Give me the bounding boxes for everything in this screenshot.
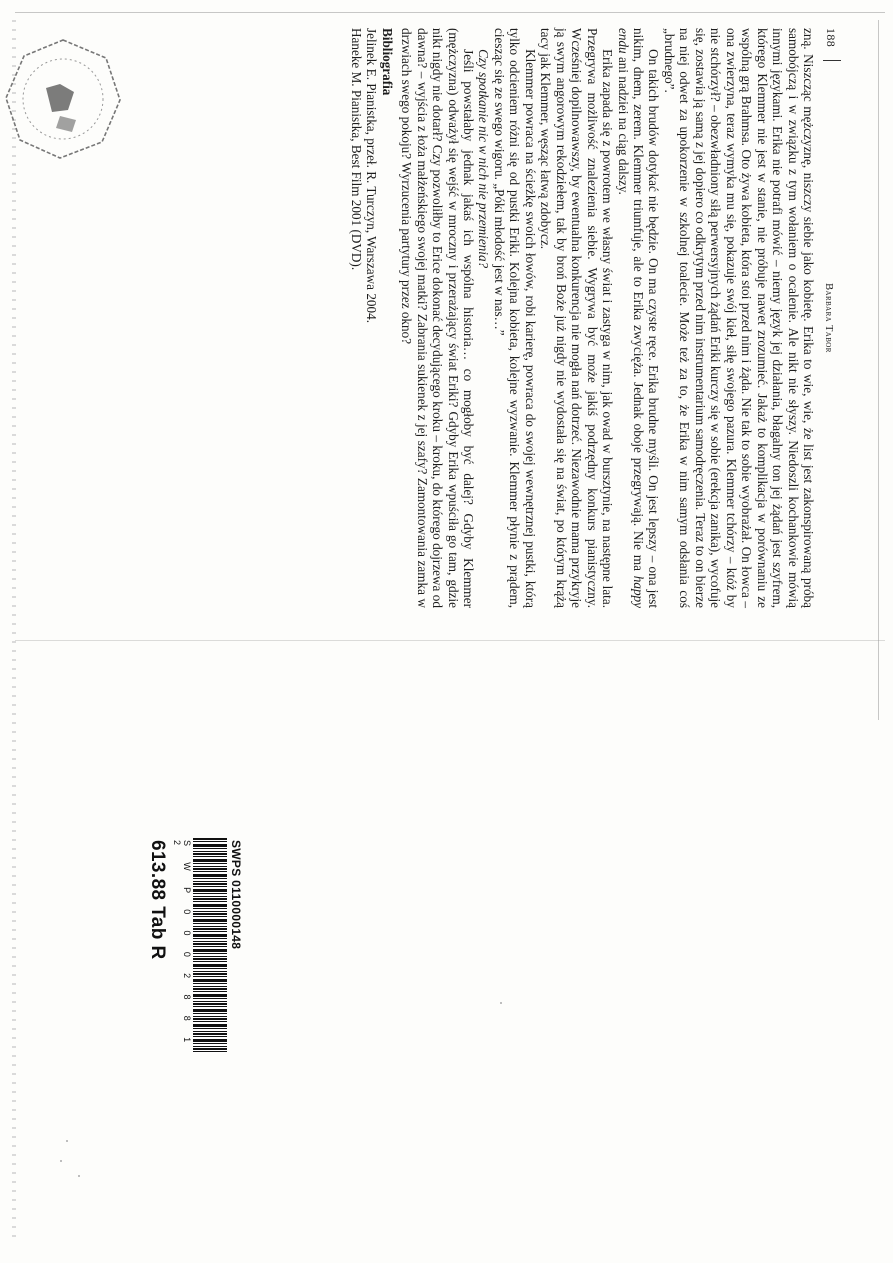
scan-speckle — [60, 1160, 62, 1162]
paragraph: zną. Niszcząc mężczyznę, niszczy siebie jako kobietę. Erika to wie, wie, że list jest zakonspirowaną próbą samobójczą i w związku z tym wołaniem o ocalenie. Ale nikt nie słyszy. Niedoszli kochankowie mówią innymi językami. Erika nie potrafi mówić – niemy język jej działania, błagalny ton jej żądań jest szyfrem, którego Klemmer nie jest w stanie, nie próbuje nawet zrozumieć. Jakaż to komplikacja w porównaniu ze wspólną grą Brahmsa. Oto żywa kobieta, która stoi przed nim i żąda. Nie tak to sobie wyobrażał. On łowca – ona zwierzyna, teraz wymyka mu się, pokazuje swój kieł, siłę swojego pazura. Klemmer tchórzy – któż by nie stchórzył? – obezwładniony siłą perwersyjnych żądań Eriki kurczy się w sobie (erekcja zanika), wycofuje się, zostawia ją samą z jej dopiero co odkrytym przed nim instrumentarium samodręczenia. Teraz to on bierze na niej odwet za upokorzenie w szkolnej toalecie. Może też za to, że Erika w nim samym odsłania coś „brudnego”. — [661, 28, 816, 608]
scan-edge-dots — [12, 20, 16, 1240]
paragraph: Erika zapada się z powrotem we własny świat i zastyga w nim, jak owad w bursztynie, na następne lata. Przegrywa możliwość znalezienia siebie. Wygrywa być może jakiś podrzędny konkurs pianistyczny. Wcześniej dopilnowawszy, by ewentualna konkurencja nie mogła nań dotrzeć. Niezawodnie mama przykryje ją swym angorowym rekodziełem, tak by broń Boże już nigdy nie wydostała się na świat, po którym krążą tacy jak Klemmer, węsząc łatwą zdobycz. — [538, 28, 616, 608]
document-page — [138, 28, 838, 608]
italic-phrase: happy endu — [615, 28, 647, 608]
scan-line — [878, 20, 879, 720]
bibliography-item: Haneke M. Pianistka, Best Film 2001 (DVD). — [348, 28, 364, 271]
bibliography-item: Jelinek E. Pianistka, przeł. R. Turczyn, Warszawa 2004. — [364, 28, 380, 323]
scan-line — [15, 640, 885, 641]
library-stamp — [2, 36, 124, 162]
page-number: 188 — [824, 28, 838, 48]
paragraph: On takich brudów dotykać nie będzie. On ma czyste ręce. Erika brudne myśli. On jest lepszy – ona jest nikim, dnem, zerem. Klemmer triumfuje, ale to Erika zwycięża. Jednak oboje przegrywają. Nie ma happy endu ani nadziei na ciąg dalszy. — [615, 28, 662, 608]
paragraph: Klemmer powraca na ścieżkę swoich łowów, robi karierę, powraca do swojej wewnętrznej pustki, którą tylko odcieniem różni się od pustki Eriki. Kolejna kobieta, kolejne wyzwanie. Klemmer płynie z prądem, ciesząc się ze swego wigoru. „Póki młodość jest w nas…” — [491, 28, 538, 608]
scan-speckle — [78, 1175, 80, 1177]
barcode-label — [123, 836, 243, 1066]
subheading-question-text: Czy spotkanie nic w nich nie przemienia? — [476, 49, 492, 269]
body-text — [399, 28, 816, 608]
running-head: Barbara Tabor — [823, 283, 834, 353]
scan-speckle — [66, 1140, 68, 1142]
barcode-digits: S W P 0 0 0 2 8 8 1 2 — [172, 840, 192, 1049]
barcode-code: SWPS 0110000148 — [229, 840, 243, 950]
scan-speckle — [500, 1002, 502, 1004]
paragraph: Jeśli powstałaby jednak jakaś ich wspólna historia… co mogłoby być dalej? Gdyby Klemmer (mężczyzna) odważył się wejść w mroczny i przerażający świat Eriki? Gdyby Erika wpuściła go tam, gdzie nikt nigdy nie dotarł? Czy pozwoliłby to Erice dokonać decydującego kroku – kroku, do którego dojrzewa od dawna? – wyjścia z łoża małżeńskiego swojej matki? Zabrania sukienek z jej szafy? Zamontowania zamka w drzwiach swego pokoju? Wyrzucenia partytury przez okno? — [399, 28, 477, 608]
barcode-icon — [193, 838, 227, 1053]
subheading-question — [476, 28, 491, 608]
scan-line — [15, 12, 885, 13]
bibliography-heading: Bibliografia — [379, 28, 395, 96]
bibliography — [348, 28, 394, 608]
call-number: 613.88 Tab R — [147, 840, 168, 960]
page-header — [816, 28, 838, 608]
